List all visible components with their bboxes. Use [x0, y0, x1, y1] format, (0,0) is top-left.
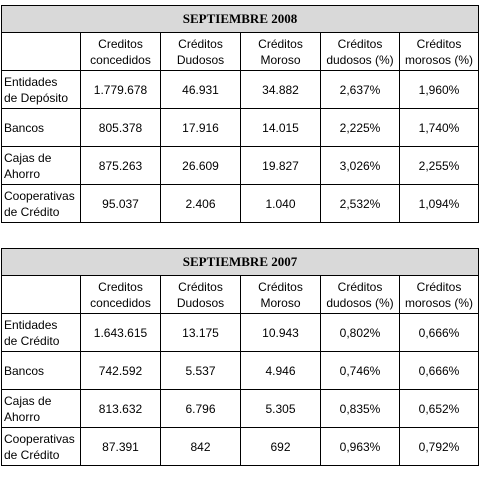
table-row — [2, 428, 479, 466]
cell-creditos-concedidos: 805.378 — [81, 109, 161, 147]
table-title: SEPTIEMBRE 2008 — [2, 6, 479, 33]
table-row — [2, 314, 479, 352]
header-line: Creditos — [98, 279, 143, 294]
corner-cell — [2, 33, 81, 71]
row-label-line: Cooperativas — [4, 431, 75, 446]
header-line: Dudosos — [176, 52, 225, 67]
cell-creditos-concedidos: 742.592 — [81, 352, 161, 390]
cell-creditos-moroso: 5.305 — [241, 390, 321, 428]
row-label-line: Bancos — [4, 120, 45, 135]
row-label-line: Ahorro — [4, 409, 41, 424]
header-line: Créditos — [337, 279, 383, 294]
cell-creditos-concedidos: 87.391 — [81, 428, 161, 466]
header-line: Dudosos — [176, 295, 225, 310]
cell-dudosos-pct: 0,963% — [321, 428, 400, 466]
header-line: concedidos — [90, 52, 151, 67]
column-header-creditos-dudosos-pct — [321, 33, 400, 71]
row-label-entidades — [2, 71, 81, 109]
cell-creditos-dudosos: 2.406 — [161, 185, 241, 223]
header-line: Créditos — [416, 279, 462, 294]
header-line: dudosos (%) — [326, 52, 394, 67]
header-line: Creditos — [98, 36, 143, 51]
column-header-creditos-concedidos — [81, 33, 161, 71]
cell-creditos-concedidos: 813.632 — [81, 390, 161, 428]
cell-morosos-pct: 1,094% — [400, 185, 479, 223]
row-label-cooperativas — [2, 428, 81, 466]
table-row — [2, 352, 479, 390]
column-header-creditos-moroso — [241, 276, 321, 314]
table-septiembre-2008 — [1, 5, 479, 223]
row-label-line: Ahorro — [4, 166, 41, 181]
cell-creditos-moroso: 14.015 — [241, 109, 321, 147]
table-title: SEPTIEMBRE 2007 — [2, 249, 479, 276]
column-header-creditos-concedidos — [81, 276, 161, 314]
row-label-line: de Depósito — [4, 90, 69, 105]
cell-dudosos-pct: 2,532% — [321, 185, 400, 223]
cell-morosos-pct: 0,652% — [400, 390, 479, 428]
cell-creditos-concedidos: 875.263 — [81, 147, 161, 185]
row-label-line: de Crédito — [4, 204, 60, 219]
row-label-line: Entidades — [4, 317, 58, 332]
cell-creditos-concedidos: 95.037 — [81, 185, 161, 223]
row-label-cajas — [2, 147, 81, 185]
column-header-creditos-dudosos — [161, 276, 241, 314]
row-label-line: Bancos — [4, 363, 45, 378]
cell-dudosos-pct: 2,637% — [321, 71, 400, 109]
table-row — [2, 109, 479, 147]
cell-creditos-dudosos: 842 — [161, 428, 241, 466]
header-line: dudosos (%) — [326, 295, 394, 310]
cell-creditos-dudosos: 46.931 — [161, 71, 241, 109]
cell-creditos-moroso: 692 — [241, 428, 321, 466]
cell-dudosos-pct: 2,225% — [321, 109, 400, 147]
cell-creditos-dudosos: 5.537 — [161, 352, 241, 390]
column-header-creditos-morosos-pct — [400, 33, 479, 71]
row-label-cooperativas — [2, 185, 81, 223]
cell-dudosos-pct: 0,802% — [321, 314, 400, 352]
cell-creditos-moroso: 34.882 — [241, 71, 321, 109]
cell-morosos-pct: 1,960% — [400, 71, 479, 109]
table-row — [2, 147, 479, 185]
row-label-bancos — [2, 109, 81, 147]
column-header-creditos-moroso — [241, 33, 321, 71]
header-line: Créditos — [258, 279, 303, 294]
row-label-line: de Crédito — [4, 333, 60, 348]
row-label-bancos — [2, 352, 81, 390]
cell-morosos-pct: 2,255% — [400, 147, 479, 185]
header-line: Créditos — [178, 36, 223, 51]
row-label-line: de Crédito — [4, 447, 60, 462]
cell-creditos-moroso: 1.040 — [241, 185, 321, 223]
row-label-entidades — [2, 314, 81, 352]
cell-morosos-pct: 1,740% — [400, 109, 479, 147]
cell-creditos-moroso: 10.943 — [241, 314, 321, 352]
cell-morosos-pct: 0,666% — [400, 352, 479, 390]
cell-dudosos-pct: 0,746% — [321, 352, 400, 390]
cell-creditos-concedidos: 1.779.678 — [81, 71, 161, 109]
cell-dudosos-pct: 3,026% — [321, 147, 400, 185]
cell-morosos-pct: 0,792% — [400, 428, 479, 466]
cell-creditos-concedidos: 1.643.615 — [81, 314, 161, 352]
header-line: Créditos — [416, 36, 462, 51]
cell-morosos-pct: 0,666% — [400, 314, 479, 352]
cell-creditos-moroso: 4.946 — [241, 352, 321, 390]
header-line: Moroso — [260, 295, 301, 310]
cell-creditos-dudosos: 26.609 — [161, 147, 241, 185]
header-line: Créditos — [258, 36, 303, 51]
header-line: morosos (%) — [404, 295, 473, 310]
header-line: concedidos — [90, 295, 151, 310]
cell-creditos-moroso: 19.827 — [241, 147, 321, 185]
header-line: Créditos — [337, 36, 383, 51]
header-line: morosos (%) — [404, 52, 473, 67]
cell-dudosos-pct: 0,835% — [321, 390, 400, 428]
header-line: Créditos — [178, 279, 223, 294]
row-label-line: Cajas de — [4, 393, 52, 408]
column-header-creditos-dudosos-pct — [321, 276, 400, 314]
header-line: Moroso — [260, 52, 301, 67]
row-label-line: Cooperativas — [4, 188, 75, 203]
row-label-line: Entidades — [4, 74, 58, 89]
table-row — [2, 71, 479, 109]
cell-creditos-dudosos: 17.916 — [161, 109, 241, 147]
cell-creditos-dudosos: 6.796 — [161, 390, 241, 428]
corner-cell — [2, 276, 81, 314]
column-header-creditos-morosos-pct — [400, 276, 479, 314]
column-header-creditos-dudosos — [161, 33, 241, 71]
table-row — [2, 185, 479, 223]
row-label-cajas — [2, 390, 81, 428]
table-row — [2, 390, 479, 428]
cell-creditos-dudosos: 13.175 — [161, 314, 241, 352]
row-label-line: Cajas de — [4, 150, 52, 165]
table-septiembre-2007 — [1, 248, 479, 466]
